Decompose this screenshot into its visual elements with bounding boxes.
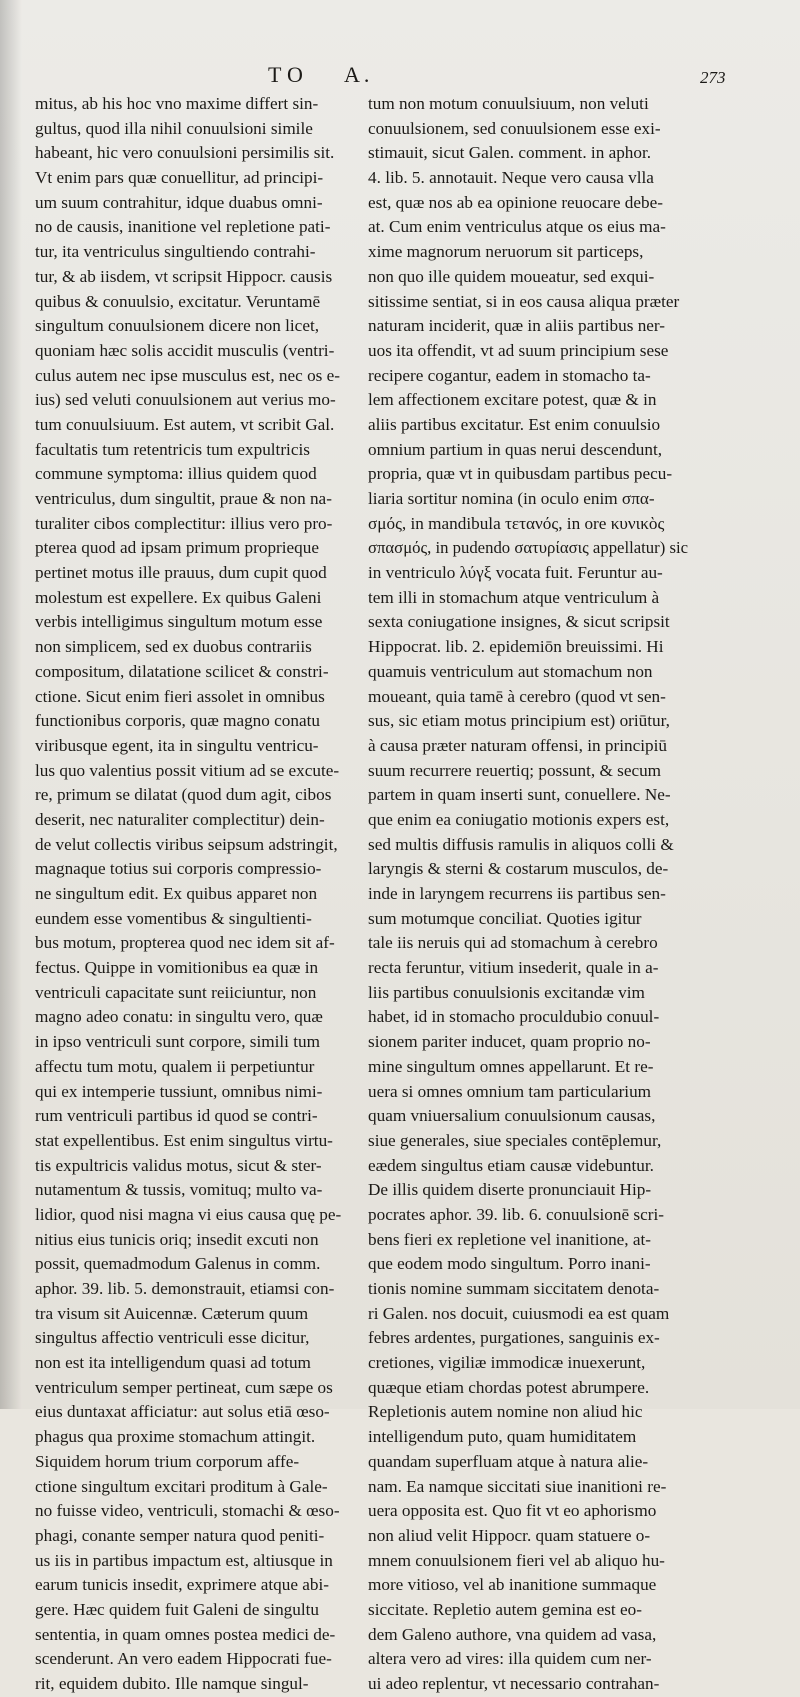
text-line: altera vero ad vires: illa quidem cum ner- xyxy=(368,1649,652,1669)
text-line: nam. Ea namque siccitati siue inanitioni re- xyxy=(368,1476,667,1496)
text-line: re, primum se dilatat (quod dum agit, cibos xyxy=(35,785,332,805)
text-line: recta feruntur, vitium insederit, quale in a- xyxy=(368,958,659,978)
text-line: turaliter cibos complectitur: illius vero pro- xyxy=(35,513,333,533)
text-line: de velut collectis viribus seipsum adstringit, xyxy=(35,834,338,854)
text-line: uos ita offendit, vt ad suum principium sese xyxy=(368,340,669,360)
text-line: singultus affectio ventriculi esse dicitur, xyxy=(35,1328,310,1348)
text-line: Repletionis autem nomine non aliud hic xyxy=(368,1402,643,1422)
text-line: rit, equidem dubito. Ille namque singul- xyxy=(35,1674,309,1693)
text-line: inde in laryngem recurrens iis partibus sen- xyxy=(368,884,666,903)
text-line: pterea quod ad ipsam primum proprieque xyxy=(35,538,319,558)
text-line: more vitioso, vel ab inanitione summaque xyxy=(368,1575,657,1595)
text-line: ne singultum edit. Ex quibus apparet non xyxy=(35,884,318,903)
text-line: De illis quidem diserte pronunciauit Hip- xyxy=(368,1180,652,1200)
running-head-right: A. xyxy=(344,62,374,87)
text-line: σπασμός, in pudendo σατυρίασις appellatur) sic xyxy=(368,538,688,558)
text-line: lidior, quod nisi magna vi eius causa quę pe- xyxy=(35,1204,342,1224)
text-line: nitius eius tunicis oriq; insedit excuti non xyxy=(35,1229,319,1249)
text-line: sententia, in quam omnes postea medici de- xyxy=(35,1624,336,1644)
text-line: que enim ea coniugatio motionis expers est, xyxy=(368,809,670,829)
text-line: intelligendum puto, quam humiditatem xyxy=(368,1427,637,1447)
text-line: verbis intelligimus singultum motum esse xyxy=(35,612,323,632)
text-line: quamuis ventriculum aut stomachum non xyxy=(368,661,653,681)
text-line: suum recurrere reuertiq; possunt, & secum xyxy=(368,760,662,780)
text-line: Hippocrat. lib. 2. epidemiōn breuissimi. Hi xyxy=(368,637,664,657)
text-line: bus motum, propterea quod nec idem sit af- xyxy=(35,933,335,953)
text-line: habet, id in stomacho proculdubio conuul- xyxy=(368,1007,660,1027)
text-line: 4. lib. 5. annotauit. Neque vero causa vlla xyxy=(368,168,654,188)
text-line: sexta coniugatione insignes, & sicut scripsit xyxy=(368,612,670,632)
text-line: recipere cogantur, eadem in stomacho ta- xyxy=(368,365,651,385)
running-head-left: TO xyxy=(268,62,309,87)
running-header xyxy=(0,62,800,92)
text-line: liis partibus conuulsionis excitandæ vim xyxy=(368,982,645,1002)
text-line: gultus, quod illa nihil conuulsioni simile xyxy=(35,118,313,138)
text-line: molestum est expellere. Ex quibus Galeni xyxy=(35,587,322,607)
text-line: Siquidem horum trium corporum affe- xyxy=(35,1451,300,1471)
text-line: singultum conuulsionem dicere non licet, xyxy=(35,316,320,336)
text-line: pertinet motus ille prauus, dum cupit quod xyxy=(35,563,327,583)
text-line: in ventriculo λύγξ vocata fuit. Feruntur au- xyxy=(368,563,663,583)
text-line: in ipso ventriculi sunt corpore, simili tum xyxy=(35,1032,320,1052)
text-line: partem in quam inserti sunt, conuellere. Ne- xyxy=(368,785,671,805)
text-line: quam vniuersalium conuulsionum causas, xyxy=(368,1106,656,1126)
text-line: febres ardentes, purgationes, sanguinis ex- xyxy=(368,1328,660,1348)
text-line: cretiones, vigiliæ immodicæ inuexerunt, xyxy=(368,1353,646,1373)
text-line: mitus, ab his hoc vno maxime differt sin- xyxy=(35,94,319,113)
text-line: bens fieri ex repletione vel inanitione, at- xyxy=(368,1229,652,1249)
text-line: eius duntaxat afficiatur: aut solus etiā œso- xyxy=(35,1402,330,1422)
text-line: culus autem nec ipse musculus est, nec os e- xyxy=(35,365,340,385)
text-line: ctione singultum excitari proditum à Gale- xyxy=(35,1476,328,1496)
text-line: ventriculus, dum singultit, praue & non na- xyxy=(35,489,332,508)
text-line: uera si omnes omnium tam particularium xyxy=(368,1081,652,1101)
text-line: quæque etiam chordas potest abrumpere. xyxy=(368,1377,650,1397)
text-line: tem illi in stomachum atque ventriculum à xyxy=(368,587,660,607)
text-line: laryngis & sterni & costarum musculos, de- xyxy=(368,859,669,879)
page-number: 273 xyxy=(700,68,726,87)
text-line: scenderunt. An vero eadem Hippocrati fue- xyxy=(35,1649,332,1669)
left-text-column xyxy=(35,92,365,1697)
text-line: σμός, in mandibula τετανός, in ore κυνικὸς xyxy=(368,513,665,533)
text-line: tis expultricis validus motus, sicut & ster- xyxy=(35,1155,322,1175)
text-line: magnaque totius sui corporis compressio- xyxy=(35,859,322,879)
text-line: um suum contrahitur, idque duabus omni- xyxy=(35,192,323,212)
text-line: possit, quemadmodum Galenus in comm. xyxy=(35,1254,321,1274)
text-line: tum non motum conuulsiuum, non veluti xyxy=(368,94,649,113)
text-line: eundem esse vomentibus & singultienti- xyxy=(35,908,312,928)
text-line: aliis partibus excitatur. Est enim conuulsio xyxy=(368,414,661,434)
text-line: omnium partium in quas nerui descendunt, xyxy=(368,439,663,459)
text-line: stimauit, sicut Galen. comment. in aphor. xyxy=(368,143,652,163)
text-line: ventriculum semper pertineat, cum sæpe os xyxy=(35,1377,333,1397)
text-line: phagus qua proxime stomachum attingit. xyxy=(35,1427,316,1447)
text-line: Vt enim pars quæ conuellitur, ad principi- xyxy=(35,168,324,188)
text-line: aphor. 39. lib. 5. demonstrauit, etiamsi con- xyxy=(35,1279,335,1298)
text-line: tum conuulsiuum. Est autem, vt scribit Gal. xyxy=(35,414,335,434)
text-line: magno adeo conatu: in singultu vero, quæ xyxy=(35,1007,323,1027)
text-line: qui ex intemperie tussiunt, omnibus nimi- xyxy=(35,1081,323,1101)
text-line: lem affectionem excitare potest, quæ & in xyxy=(368,390,657,410)
text-line: habeant, hic vero conuulsioni persimilis sit. xyxy=(35,143,335,163)
text-line: facultatis tum retentricis tum expultricis xyxy=(35,439,310,459)
text-line: ri Galen. nos docuit, cuiusmodi ea est quam xyxy=(368,1303,670,1323)
text-line: xime magnorum neruorum sit particeps, xyxy=(368,242,644,262)
text-line: mnem conuulsionem fieri vel ab aliquo hu- xyxy=(368,1550,665,1570)
text-line: phagi, conante semper natura quod peniti- xyxy=(35,1525,325,1545)
gutter-shadow xyxy=(0,0,22,1409)
text-line: compositum, dilatatione scilicet & constri- xyxy=(35,661,329,681)
text-line: affectu tum motu, qualem ii perpetiuntur xyxy=(35,1056,315,1076)
text-line: quoniam hæc solis accidit musculis (ventri- xyxy=(35,340,335,360)
text-line: no fuisse video, ventriculi, stomachi & œso- xyxy=(35,1501,340,1521)
text-line: quandam superfluam atque à natura alie- xyxy=(368,1451,649,1471)
text-line: que eodem modo singultum. Porro inani- xyxy=(368,1254,651,1274)
text-line: ius) sed veluti conuulsionem aut verius mo- xyxy=(35,390,336,410)
text-line: tra visum sit Auicennæ. Cæterum quum xyxy=(35,1303,309,1323)
text-line: ui adeo replentur, vt necessario contrahan- xyxy=(368,1674,660,1693)
text-line: sus, sic etiam motus principium est) oriūtur, xyxy=(368,711,670,731)
text-line: est, quæ nos ab ea opinione reuocare debe- xyxy=(368,192,663,212)
text-line: nutamentum & tussis, vomituq; multo va- xyxy=(35,1180,323,1200)
text-line: propria, quæ vt in quibusdam partibus pecu- xyxy=(368,464,673,484)
text-line: non simplicem, sed ex duobus contrariis xyxy=(35,637,312,657)
text-line: siccitate. Repletio autem gemina est eo- xyxy=(368,1599,642,1619)
text-line: conuulsionem, sed conuulsionem esse exi- xyxy=(368,118,661,138)
text-line: liaria sortitur nomina (in oculo enim σπα- xyxy=(368,489,655,508)
text-line: tur, & ab iisdem, vt scripsit Hippocr. causis xyxy=(35,266,333,286)
text-line: moueant, quia tamē à cerebro (quod vt sen- xyxy=(368,686,666,706)
text-line: sum motumque conciliat. Quoties igitur xyxy=(368,908,642,928)
text-line: siue generales, siue speciales contēplemur, xyxy=(368,1130,662,1150)
text-line: rum ventriculi partibus id quod se contri- xyxy=(35,1106,318,1126)
right-text-column xyxy=(368,92,688,1697)
text-line: dem Galeno authore, vna quidem ad vasa, xyxy=(368,1624,657,1644)
text-line: non quo ille quidem moueatur, sed exqui- xyxy=(368,266,655,286)
text-line: fectus. Quippe in vomitionibus ea quæ in xyxy=(35,958,319,978)
text-line: naturam inciderit, quæ in aliis partibus ner- xyxy=(368,316,666,336)
text-line: us iis in partibus impactum est, altiusque in xyxy=(35,1550,333,1570)
text-line: no de causis, inanitione vel repletione pati- xyxy=(35,217,331,237)
text-line: non aliud velit Hippocr. quam statuere o- xyxy=(368,1525,651,1545)
text-line: functionibus corporis, quæ magno conatu xyxy=(35,711,320,731)
text-line: tale iis neruis qui ad stomachum à cerebro xyxy=(368,933,658,953)
text-line: viribusque egent, ita in singultu ventricu- xyxy=(35,735,319,755)
text-line: at. Cum enim ventriculus atque os eius ma- xyxy=(368,217,666,237)
text-line: uera opposita est. Quo fit vt eo aphorismo xyxy=(368,1501,657,1521)
text-line: sitissime sentiat, si in eos causa aliqua præter xyxy=(368,291,680,311)
text-line: sionem pariter inducet, quam proprio no- xyxy=(368,1032,651,1052)
text-line: quibus & conuulsio, excitatur. Veruntamē xyxy=(35,291,321,311)
text-line: tur, ita ventriculus singultiendo contrahi- xyxy=(35,242,316,262)
text-line: earum tunicis insedit, exprimere atque abi- xyxy=(35,1575,329,1595)
text-line: commune symptoma: illius quidem quod xyxy=(35,464,317,484)
text-line: tionis nomine summam siccitatem denota- xyxy=(368,1279,660,1298)
text-line: à causa præter naturam offensi, in principiū xyxy=(368,735,667,755)
text-line: sed multis diffusis ramulis in aliquos colli & xyxy=(368,834,674,854)
text-line: deserit, nec naturaliter complectitur) dein- xyxy=(35,809,325,829)
text-line: gere. Hæc quidem fuit Galeni de singultu xyxy=(35,1599,320,1619)
text-line: ctione. Sicut enim fieri assolet in omnibus xyxy=(35,686,325,706)
text-line: ventriculi capacitate sunt reiiciuntur, non xyxy=(35,982,317,1002)
text-line: stat expellentibus. Est enim singultus virtu- xyxy=(35,1130,333,1150)
text-line: pocrates aphor. 39. lib. 6. conuulsionē scri- xyxy=(368,1204,664,1224)
text-line: eædem singultus etiam causæ videbuntur. xyxy=(368,1155,654,1175)
text-line: mine singultum omnes appellarunt. Et re- xyxy=(368,1056,654,1076)
text-line: lus quo valentius possit vitium ad se excute- xyxy=(35,760,340,780)
text-line: non est ita intelligendum quasi ad totum xyxy=(35,1353,311,1373)
